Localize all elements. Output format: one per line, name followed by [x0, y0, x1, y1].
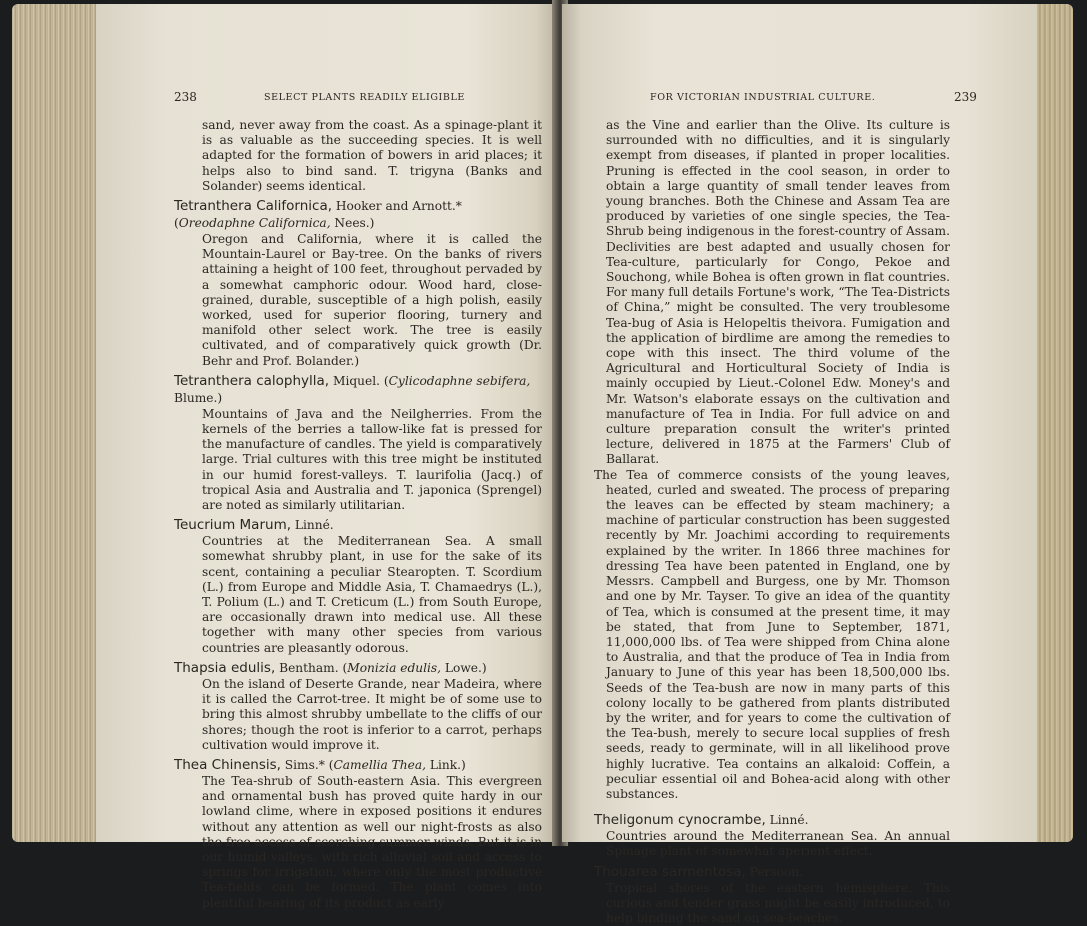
- right-text-block: [594, 118, 950, 926]
- right-page: [562, 4, 1037, 925]
- entry-name: Theligonum cynocrambe,: [594, 812, 766, 829]
- entry-name: Thouarea sarmentosa,: [594, 863, 746, 880]
- left-continuation: sand, never away from the coast. As a spinage-plant it is as valuable as the succeeding species. It is well adapted for the formation of bowers in arid places; it helps also to bind sand. T. trigyna (Banks and Solander) seems identical.: [202, 118, 542, 193]
- right-page-number: 239: [954, 90, 977, 104]
- entry-body: On the island of Deserte Grande, near Madeira, where it is called the Carrot-tree. It might be of some use to bring this almost shrubby umbellate to the cliffs of our shores; though the root is inferior to a carrot, perhaps cultivation would improve it.: [202, 676, 542, 752]
- entry-heading: Thea Chinensis, Sims.* (Camellia Thea, Link.): [174, 756, 466, 773]
- entry-body: Oregon and California, where it is called the Mountain-Laurel or Bay-tree. On the banks of rivers attaining a height of 100 feet, throughout pervaded by a somewhat camphoric odour. Wood hard, close-grained, durable, susceptible of a high polish, easily worked, used for superior flooring, turnery and manifold other select work. The tree is easily cultivated, and of comparatively quick growth (Dr. Behr and Prof. Bolander.): [202, 232, 542, 368]
- entry-name: Teucrium Marum,: [174, 517, 292, 534]
- left-page-number: 238: [174, 90, 197, 104]
- left-running-head: SELECT PLANTS READILY ELIGIBLE: [264, 92, 465, 103]
- entry-body: Tropical shores of the eastern hemisphere. This curious and tender grass might be easily introduced, to help binding the sand on sea-beaches.: [606, 880, 950, 925]
- entry-heading: Tetranthera calophylla, Miquel. (Cylicodaphne sebifera, Blume.): [174, 372, 531, 405]
- entry-heading: Teucrium Marum, Linné.: [174, 517, 334, 534]
- entry-body: Mountains of Java and the Neilgherries. From the kernels of the berries a tallow-like fat is pressed for the manufacture of candles. The yield is comparatively large. Trial cultures with this tree might be instituted in our humid forest-valleys. T. laurifolia (Jacq.) of tropical Asia and Australia and T. japonica (Sprengel) are noted as similarly utilitarian.: [202, 406, 542, 513]
- entry-body: The Tea-shrub of South-eastern Asia. This evergreen and ornamental bush has proved quite hardy in our lowland clime, where in exposed positions it endures without any attention as well our night-frosts as also the free access of scorching summer-winds. But it is in our humid valleys, with rich alluvial soil and access to springs for irrigation, where only the most productive Tea-fields can be formed. The plant comes into plentiful bearing of its product as early: [202, 773, 542, 910]
- entry-name: Tetranthera Californica,: [174, 198, 333, 215]
- right-running-head: FOR VICTORIAN INDUSTRIAL CULTURE.: [650, 92, 876, 103]
- tea-commerce-paragraph: The Tea of commerce consists of the young leaves, heated, curled and sweated. The process of preparing the leaves can be effected by steam machinery; a machine of particular construction has been suggested recently by Mr. Joachimi according to requirements explained by the writer. In 1866 three machines for dressing Tea have been patented in England, one by Messrs. Campbell and Burgess, one by Mr. Thomson and one by Mr. Tayser. To give an idea of the quantity of Tea, which is consumed at the present time, it may be stated, that from June to September, 1871, 11,000,000 lbs. of Tea were shipped from China alone to Australia, and that the produce of Tea in India from January to June of this year has been 18,500,000 lbs. Seeds of the Tea-bush are now in many parts of this colony locally to be gathered from plants distributed by the writer, and for years to come the cultivation of the Tea-bush, merely to secure local supplies of fresh seeds, ready to germinate, will in all likelihood prove highly lucrative. Tea contains an alkaloid: Coffein, a peculiar essential oil and Bohea-acid along with other substances.: [594, 467, 950, 801]
- left-page: [96, 4, 558, 910]
- entry-name: Tetranthera calophylla,: [174, 372, 330, 389]
- entry-heading: Tetranthera Californica, Hooker and Arnott.* (Oreodaphne Californica, Nees.): [174, 198, 462, 231]
- entry-name: Thea Chinensis,: [174, 756, 281, 773]
- right-continuation: as the Vine and earlier than the Olive. Its culture is surrounded with no difficulties, and it is singularly exempt from diseases, if planted in proper localities. Pruning is effected in the cool season, in order to obtain a large quantity of small tender leaves from young branches. Both the Chinese and Assam Tea are produced by varieties of one single species, the Tea-Shrub being indigenous in the forest-country of Assam. Declivities are best adapted and usually chosen for Tea-culture, particularly for Congo, Pekoe and Souchong, while Bohea is often grown in flat countries. For many full details Fortune's work, “The Tea-Districts of China,” might be consulted. The very troublesome Tea-bug of Asia is Helopeltis theivora. Fumigation and the application of birdlime are among the remedies to cope with this insect. The third volume of the Agricultural and Horticultural Society of India is mainly occupied by Lieut.-Colonel Edw. Money's and Mr. Watson's elaborate essays on the cultivation and manufacture of Tea in India. For full advice on and culture preparation consult the writer's printed lecture, delivered in 1875 at the Farmers' Club of Ballarat.: [606, 118, 950, 467]
- entry-heading: Thapsia edulis, Bentham. (Monizia edulis, Lowe.): [174, 659, 487, 676]
- entry-body: Countries around the Mediterranean Sea. An annual Spinage plant of somewhat aperient effect.: [606, 829, 950, 859]
- entry-heading: Theligonum cynocrambe, Linné.: [594, 812, 809, 829]
- entry-name: Thapsia edulis,: [174, 659, 276, 676]
- entry-body: Countries at the Mediterranean Sea. A small somewhat shrubby plant, in use for the sake of its scent, containing a peculiar Stearopten. T. Scordium (L.) from Europe and Middle Asia, T. Chamaedrys (L.), T. Polium (L.) and T. Creticum (L.) from South Europe, are occasionally drawn into medical use. All these together with many other species from various countries are pleasantly odorous.: [202, 534, 542, 655]
- left-page-edges: [12, 4, 104, 842]
- entry-heading: Thouarea sarmentosa, Persoon.: [594, 863, 804, 880]
- left-text-block: [174, 118, 542, 911]
